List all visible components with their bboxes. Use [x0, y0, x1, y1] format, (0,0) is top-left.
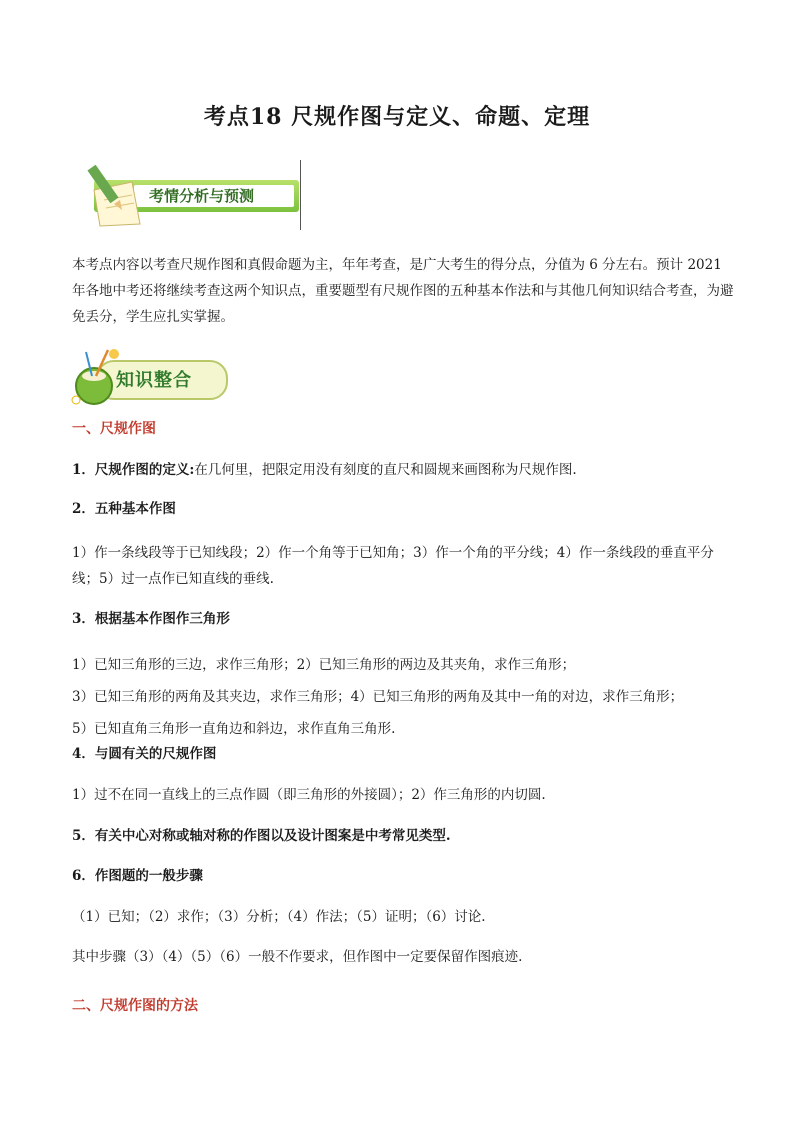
item-heading: 1．尺规作图的定义: [72, 462, 195, 478]
item-3-line: 1）已知三角形的三边，求作三角形；2）已知三角形的两边及其夹角，求作三角形； [72, 657, 576, 673]
item-3-line: 3）已知三角形的两角及其夹边，求作三角形；4）已知三角形的两角及其中一角的对边，求作三角形； [72, 689, 684, 705]
item-1 [72, 459, 734, 481]
section-heading: 一、尺规作图 [72, 421, 156, 437]
banner-label: 考情分析与预测 [149, 187, 255, 205]
item-6-text: 其中步骤（3）（4）（5）（6）一般不作要求，但作图中一定要保留作图痕迹. [72, 949, 523, 965]
item-2-text: 1）作一条线段等于已知线段；2）作一个角等于已知角；3）作一个角的平分线；4）作一条线段的垂直平分线；5）过一点作已知直线的垂线. [72, 545, 714, 587]
item-6-text: （1）已知；（2）求作；（3）分析；（4）作法；（5）证明；（6）讨论. [72, 909, 486, 925]
item-2-heading: 2．五种基本作图 [72, 501, 176, 517]
item-text: 在几何里，把限定用没有刻度的直尺和圆规来画图称为尺规作图. [194, 462, 577, 478]
item-3-line: 5）已知直角三角形一直角边和斜边，求作直角三角形. [72, 721, 396, 737]
banner-label: 知识整合 [116, 370, 192, 391]
intro-paragraph: 本考点内容以考查尺规作图和真假命题为主，年年考查，是广大考生的得分点，分值为 6 分左右。预计 2021 年各地中考还将继续考查这两个知识点，重要题型有尺规作图的五种基本作法和与其他几何知识结合考查，为避免丢分，学生应扎实掌握。 [72, 257, 734, 325]
pencil-paper-icon [84, 160, 154, 230]
item-4-heading: 4．与圆有关的尺规作图 [72, 746, 217, 762]
section-heading: 二、尺规作图的方法 [72, 998, 198, 1014]
page-title: 考点18 尺规作图与定义、命题、定理 [203, 104, 591, 130]
banner-exam-analysis [84, 160, 304, 230]
banner-knowledge [66, 346, 226, 408]
item-6-heading: 6．作图题的一般步骤 [72, 868, 203, 884]
divider [300, 160, 301, 230]
item-3-heading: 3．根据基本作图作三角形 [72, 611, 230, 627]
item-4-text: 1）过不在同一直线上的三点作圆（即三角形的外接圆）；2）作三角形的内切圆. [72, 787, 546, 803]
item-5-heading: 5．有关中心对称或轴对称的作图以及设计图案是中考常见类型. [72, 828, 451, 844]
